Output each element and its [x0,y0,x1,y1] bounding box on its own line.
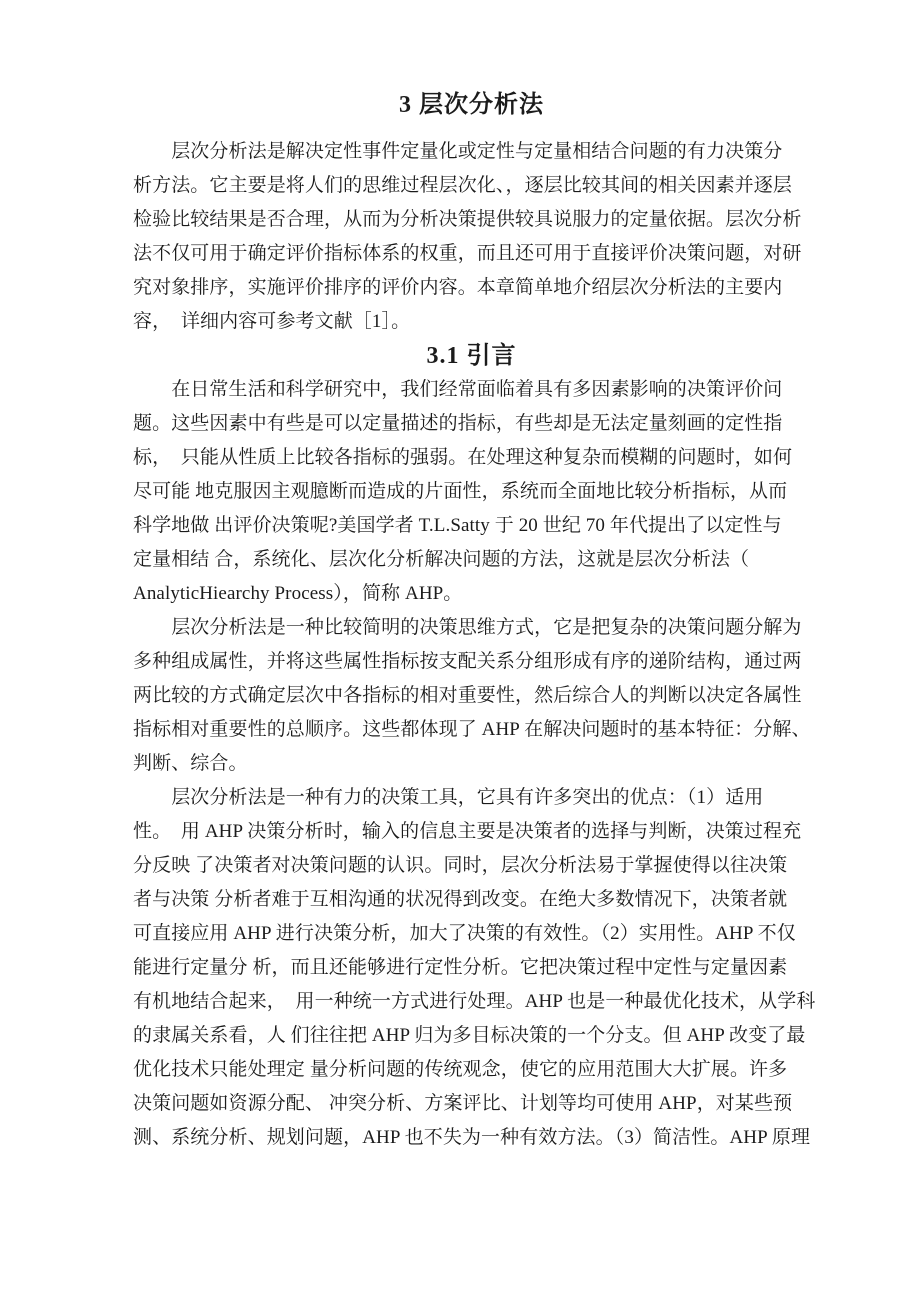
text-line: 法不仅可用于确定评价指标体系的权重，而且还可用于直接评价决策问题，对研 [133,243,802,264]
text-line: 在日常生活和科学研究中，我们经常面临着具有多因素影响的决策评价问 [133,379,783,400]
text-line: 可直接应用 AHP 进行决策分析，加大了决策的有效性。（2）实用性。AHP 不仅 [133,923,796,944]
paragraph [133,135,810,339]
text-line: 尽可能 地克服因主观臆断而造成的片面性，系统而全面地比较分析指标，从而 [133,481,788,502]
text-line: 能进行定量分 析，而且还能够进行定性分析。它把决策过程中定性与定量因素 [133,957,788,978]
text-line: 测、系统分析、规划问题，AHP 也不失为一种有效方法。（3）简洁性。AHP 原理 [133,1127,811,1148]
text-line: 优化技术只能处理定 量分析问题的传统观念，使它的应用范围大大扩展。许多 [133,1059,788,1080]
paragraph [133,611,810,781]
text-line: 的隶属关系看，人 们往往把 AHP 归为多目标决策的一个分支。但 AHP 改变了最 [133,1025,806,1046]
chapter-title: 3 层次分析法 [399,92,544,118]
text-line: 科学地做 出评价决策呢?美国学者 T.L.Satty 于 20 世纪 70 年代提出了以定性与 [133,515,782,536]
text-line: 究对象排序，实施评价排序的评价内容。本章简单地介绍层次分析法的主要内 [133,277,783,298]
text-line: 层次分析法是一种比较简明的决策思维方式，它是把复杂的决策问题分解为 [133,617,802,638]
text-line: 层次分析法是一种有力的决策工具，它具有许多突出的优点：（1）适用 [133,787,764,808]
text-line: 指标相对重要性的总顺序。这些都体现了 AHP 在解决问题时的基本特征：分解、 [133,719,811,740]
text-line: 标， 只能从性质上比较各指标的强弱。在处理这种复杂而模糊的问题时，如何 [133,447,793,468]
text-line: AnalyticHiearchy Process），简称 AHP。 [133,583,463,604]
text-line: 层次分析法是解决定性事件定量化或定性与定量相结合问题的有力决策分 [133,141,783,162]
text-line: 两比较的方式确定层次中各指标的相对重要性，然后综合人的判断以决定各属性 [133,685,802,706]
paragraph [133,781,816,1155]
text-line: 定量相结 合，系统化、层次化分析解决问题的方法，这就是层次分析法（ [133,549,750,570]
text-line: 判断、综合。 [133,753,248,774]
text-line: 有机地结合起来， 用一种统一方式进行处理。AHP 也是一种最优化技术，从学科 [133,991,816,1012]
text-line: 多种组成属性，并将这些属性指标按支配关系分组形成有序的递阶结构，通过两 [133,651,802,672]
text-line: 析方法。它主要是将人们的思维过程层次化、，逐层比较其间的相关因素并逐层 [133,175,793,196]
text-line: 检验比较结果是否合理，从而为分析决策提供较具说服力的定量依据。层次分析 [133,209,802,230]
text-line: 性。 用 AHP 决策分析时，输入的信息主要是决策者的选择与判断，决策过程充 [133,821,802,842]
text-line: 容， 详细内容可参考文献［1］。 [133,311,411,332]
text-line: 决策问题如资源分配、 冲突分析、方案评比、计划等均可使用 AHP，对某些预 [133,1093,793,1114]
document-body [133,135,816,1155]
text-line: 题。这些因素中有些是可以定量描述的指标，有些却是无法定量刻画的定性指 [133,413,783,434]
paragraph [133,373,810,611]
section-heading: 3.1 引言 [426,343,517,369]
text-line: 者与决策 分析者难于互相沟通的状况得到改变。在绝大多数情况下，决策者就 [133,889,788,910]
text-line: 分反映 了决策者对决策问题的认识。同时，层次分析法易于掌握使得以往决策 [133,855,788,876]
